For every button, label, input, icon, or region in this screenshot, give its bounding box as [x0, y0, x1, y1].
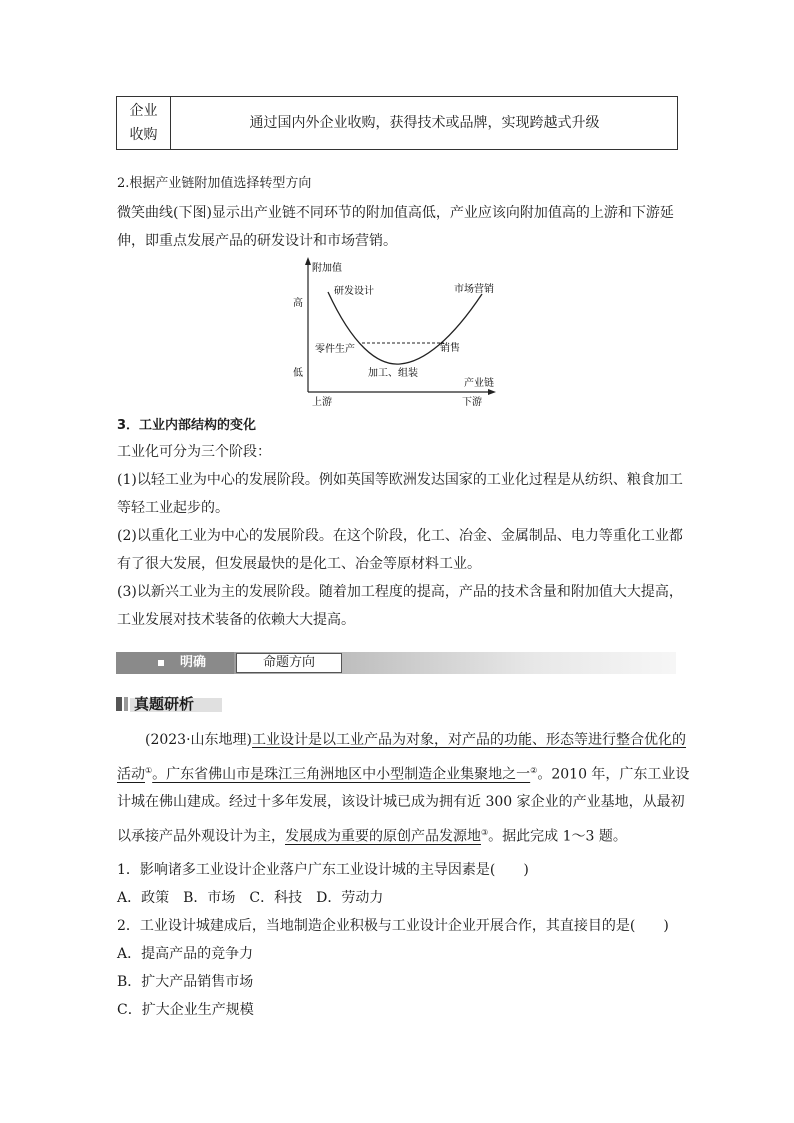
exam-p1-text: 工业设计是以工业产品为对象，对产品的功能、形态等进行整合优化的 [252, 732, 687, 748]
y-axis-label: 附加值 [312, 263, 342, 274]
square-bullet-icon [158, 660, 164, 666]
exam-p4-a: 以承接产品外观设计为主， [117, 828, 285, 845]
question-1: 1．影响诸多工业设计企业落户广东工业设计城的主导因素是( ) [117, 862, 529, 878]
heading-bar-secondary-icon [124, 697, 128, 711]
question-2: 2．工业设计城建成后，当地制造企业积极与工业设计企业开展合作，其直接目的是( ) [117, 918, 669, 934]
enterprise-acquisition-table [116, 96, 678, 150]
footnote-mark-3: ③ [481, 828, 489, 837]
section3-intro: 工业化可分为三个阶段： [117, 444, 271, 460]
footnote-mark-1: ① [145, 766, 153, 775]
exam-p2-b: 。广东省佛山市是珠江三角洲地区中小型制造企业集聚地之一 [152, 766, 531, 783]
rd-label: 研发设计 [334, 286, 374, 297]
section2-para-line2: 伸，即重点发展产品的研发设计和市场营销。 [117, 233, 397, 249]
question-2-option-c: C．扩大企业生产规模 [117, 1002, 254, 1018]
exam-para-line3: 计城在佛山建成。经过十多年发展，该设计城已成为拥有近 300 家企业的产业基地，从最初 [117, 794, 685, 810]
market-label: 市场营销 [454, 284, 494, 295]
exam-heading-text: 真题研析 [134, 695, 195, 713]
table-label-line2: 收购 [129, 127, 158, 143]
table-label-line1: 企业 [129, 103, 158, 119]
exam-p2-c: 。2010 年，广东工业设 [537, 766, 690, 783]
smile-curve-figure [282, 254, 512, 410]
section3-item2-line1: (2)以重化工业为中心的发展阶段。在这个阶段，化工、冶金、金属制品、电力等重化工业都 [117, 528, 683, 544]
y-high-label: 高 [293, 298, 303, 309]
section2-para-line1: 微笑曲线(下图)显示出产业链不同环节的附加值高低，产业应该向附加值高的上游和下游延 [117, 205, 674, 221]
parts-label: 零件生产 [315, 344, 355, 355]
section3-item3-line1: (3)以新兴工业为主的发展阶段。随着加工程度的提高，产品的技术含量和附加值大大提高， [117, 584, 683, 600]
band-title: 命题方向 [236, 653, 342, 673]
section3-item1-line1: (1)以轻工业为中心的发展阶段。例如英国等欧洲发达国家的工业化过程是从纺织、粮食加工 [117, 472, 683, 488]
band-tag-label: 明确 [180, 655, 207, 670]
heading-bar-icon [116, 697, 122, 711]
exam-p2-a: 活动 [117, 766, 145, 783]
exam-para-line4 [117, 819, 627, 851]
exam-para-line1 [145, 726, 686, 754]
exam-source: (2023·山东地理) [145, 732, 253, 748]
question-2-option-b: B．扩大产品销售市场 [117, 974, 254, 990]
section3-item1-line2: 等轻工业起步的。 [117, 500, 229, 516]
exam-para-line2 [117, 757, 689, 789]
section3-item3-line2: 工业发展对技术装备的依赖大大提高。 [117, 612, 355, 628]
x-axis-label: 产业链 [464, 378, 494, 389]
x-left-label: 上游 [312, 397, 332, 408]
sales-label: 销售 [440, 343, 460, 354]
y-low-label: 低 [293, 368, 303, 379]
x-right-label: 下游 [462, 397, 482, 408]
footnote-mark-2: ② [530, 766, 538, 775]
table-content-cell: 通过国内外企业收购，获得技术或品牌，实现跨越式升级 [249, 115, 600, 131]
assembly-label: 加工、组装 [368, 368, 418, 379]
question-1-options: A．政策 B．市场 C．科技 D．劳动力 [117, 890, 384, 906]
table-label-cell [117, 97, 171, 149]
exam-p4-b: 发展成为重要的原创产品发源地 [285, 828, 481, 845]
question-2-option-a: A．提高产品的竞争力 [117, 946, 254, 962]
section3-heading: 3．工业内部结构的变化 [117, 418, 257, 433]
x-axis-arrow [488, 389, 496, 395]
section3-item2-line2: 有了很大发展，但发展最快的是化工、冶金等原材料工业。 [117, 556, 481, 572]
section2-heading: 2.根据产业链附加值选择转型方向 [117, 176, 312, 191]
exam-p4-c: 。据此完成 1～3 题。 [488, 828, 627, 845]
section-band [116, 652, 676, 674]
y-axis-arrow [305, 257, 311, 265]
band-tag [116, 652, 234, 674]
